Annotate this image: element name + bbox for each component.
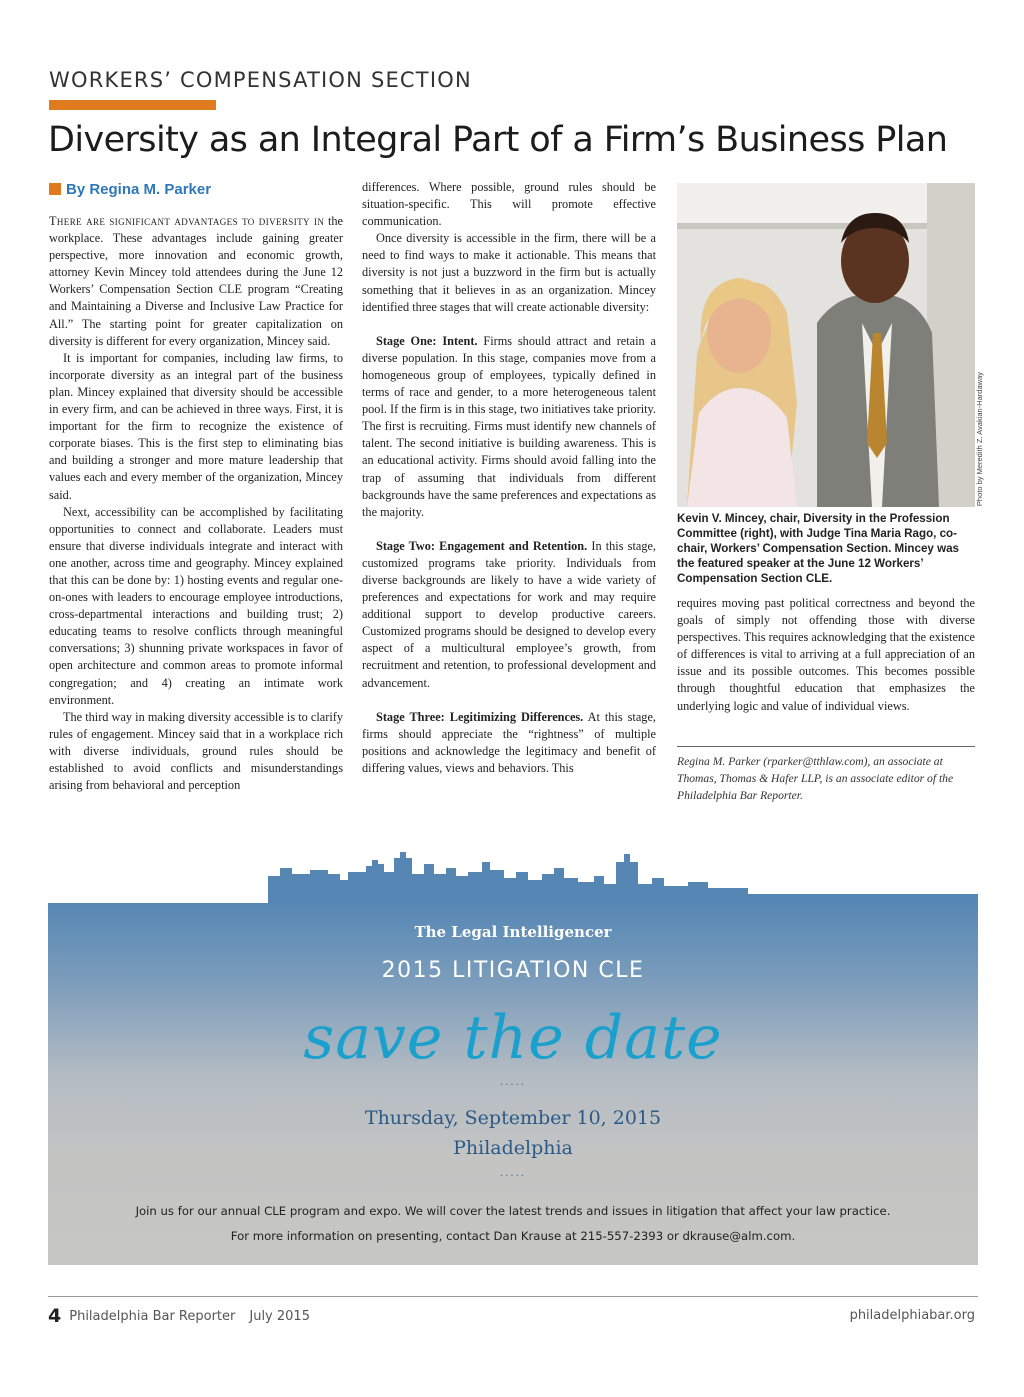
article-column-3 xyxy=(677,595,975,715)
ad-contact: For more information on presenting, contact Dan Krause at 215-557-2393 or dkrause@alm.com. xyxy=(230,1229,796,1243)
ad-event-place: Philadelphia xyxy=(453,1137,573,1159)
article-column-2 xyxy=(362,179,656,777)
paragraph-3: Next, accessibility can be accomplished by facilitating opportunities to connect and collaborate. Leaders must ensure that diverse individuals integrate and interact with one another, across time and geography. Mincey explained that this can be done by: 1) hosting events and regular one-on-ones with leaders to encourage employee introductions, cross-departmental interactions and building trust; 2) educating teams to resolve conflicts through meaningful conversations; 3) shunning private workspaces in favor of open architecture and common areas to promote informal congregation; and 4) creating an intimate work environment. xyxy=(49,504,343,707)
ad-event-date: Thursday, September 10, 2015 xyxy=(364,1107,662,1129)
page-footer xyxy=(48,1305,978,1327)
photo-illustration xyxy=(677,183,975,507)
paragraph-2: It is important for companies, including law firms, to incorporate diversity as an integral part of the business plan. Mincey explained that diversity should be accessible in every firm, and can be achieved in three ways. First, it is important for the firm to recognize the existence of corporate biases. This is the first step to eliminating bias and building a stronger and more mature leadership that values each and every member of the organization, Mincey said. xyxy=(49,350,343,502)
photo-credit: Photo by Meredith Z. Avakian-Hardaway xyxy=(975,372,984,507)
legal-intelligencer-logo: The Legal Intelligencer xyxy=(414,923,612,941)
section-accent-rule xyxy=(49,100,216,110)
stage-two-label: Stage Two: Engagement and Retention. xyxy=(376,538,588,553)
bio-divider xyxy=(677,746,975,747)
paragraph-6: Once diversity is accessible in the firm, there will be a need to find ways to make it actionable. This means that diversity is not just a buzzword in the firm but is actually something that it believes in as an organization. Mincey identified three stages that will create actionable diversity: xyxy=(362,231,656,314)
article-column-1 xyxy=(49,213,343,794)
stage-one-paragraph: Stage One: Intent. Firms should attract and retain a diverse population. In this stage, companies move from a homogeneous group of employees, typically defined in terms of race and gender, to a more heterogeneous talent pool. If the firm is in this stage, two initiatives take priority. The first is recruiting. Firms must identify new channels of talent. The second initiative is building awareness. This is an educational activity. Firms should avoid falling into the trap of assuming that individuals from different backgrounds have the same preferences and expectations as the majority. xyxy=(362,333,656,519)
article-photo xyxy=(677,183,975,507)
stage-two-paragraph: Stage Two: Engagement and Retention. In this stage, customized programs take priority. Individuals from diverse backgrounds are likely to have a wide variety of preferences and expectations for work and may require additional support to develop productive careers. Customized programs should be designed to develop every aspect of a multicultural employee’s growth, from recruitment and retention, to professional development and advancement. xyxy=(362,538,657,690)
ad-dots-bottom: ..... xyxy=(500,1168,526,1179)
paragraph-5: differences. Where possible, ground rules should be situation-specific. This will promote effective communication. xyxy=(362,180,656,229)
stage-three-label: Stage Three: Legitimizing Differences. xyxy=(376,709,584,724)
stage-three-paragraph: Stage Three: Legitimizing Differences. At this stage, firms should appreciate the “rightness” of multiple positions and acknowledge the legitimacy and benefit of differing values, views and behaviors. This xyxy=(362,709,656,775)
photo-caption: Kevin V. Mincey, chair, Diversity in the Profession Committee (right), with Judge Tina Maria Rago, co-chair, Workers’ Compensation Section. Mincey was the featured speaker at the June 12 Workers’ Compensation Section CLE. xyxy=(677,512,959,585)
paragraph-4: The third way in making diversity accessible is to clarify rules of engagement. Mincey said that in a workplace rich with diverse individuals, ground rules should be established to avoid conflicts and misunderstandings arising from behavioral and perception xyxy=(49,709,343,793)
byline-square-icon xyxy=(49,183,61,195)
byline xyxy=(49,181,211,198)
save-the-date-ad xyxy=(48,903,978,1265)
ad-dots-top: ..... xyxy=(500,1077,526,1088)
website-url: philadelphiabar.org xyxy=(849,1308,975,1323)
ad-description: Join us for our annual CLE program and expo. We will cover the latest trends and issues in litigation that affect your law practice. xyxy=(135,1204,891,1218)
byline-text: By Regina M. Parker xyxy=(66,181,212,198)
ad-subtitle: 2015 LITIGATION CLE xyxy=(381,958,645,983)
issue-date: July 2015 xyxy=(249,1309,310,1324)
lead-in-caps: There are significant advantages to diversity in xyxy=(49,214,325,228)
publication-name: Philadelphia Bar Reporter xyxy=(69,1309,236,1324)
article-headline: Diversity as an Integral Part of a Firm’s Business Plan xyxy=(48,120,948,160)
author-bio: Regina M. Parker (rparker@tthlaw.com), an associate at Thomas, Thomas & Hafer LLP, is an associate editor of the Philadelphia Bar Reporter. xyxy=(677,755,954,802)
stage-one-label: Stage One: Intent. xyxy=(376,333,478,348)
section-label: WORKERS’ COMPENSATION SECTION xyxy=(49,68,472,92)
paragraph-continued: requires moving past political correctness and beyond the goals of simply not offending those with diverse perspectives. This requires acknowledging that the existence of differences is vital to arriving at a full appreciation of an issue and its possible outcomes. This becomes possible through thoughtful education that emphasizes the underlying logic and value of individual views. xyxy=(677,596,975,713)
paragraph-1: There are significant advantages to diversity in the workplace. These advantages include gaining greater perspective, more innovation and economic growth, attorney Kevin Mincey told attendees during the June 12 Workers’ Compensation Section CLE program “Creating and Maintaining a Diverse and Inclusive Law Practice for All.” The starting point for greater capitalization on diversity is different for every organization, Mincey said. xyxy=(49,214,343,348)
footer-divider xyxy=(48,1296,978,1297)
page-number: 4 xyxy=(48,1305,62,1327)
city-skyline-icon xyxy=(48,850,978,906)
ad-headline: save the date xyxy=(303,1003,723,1073)
